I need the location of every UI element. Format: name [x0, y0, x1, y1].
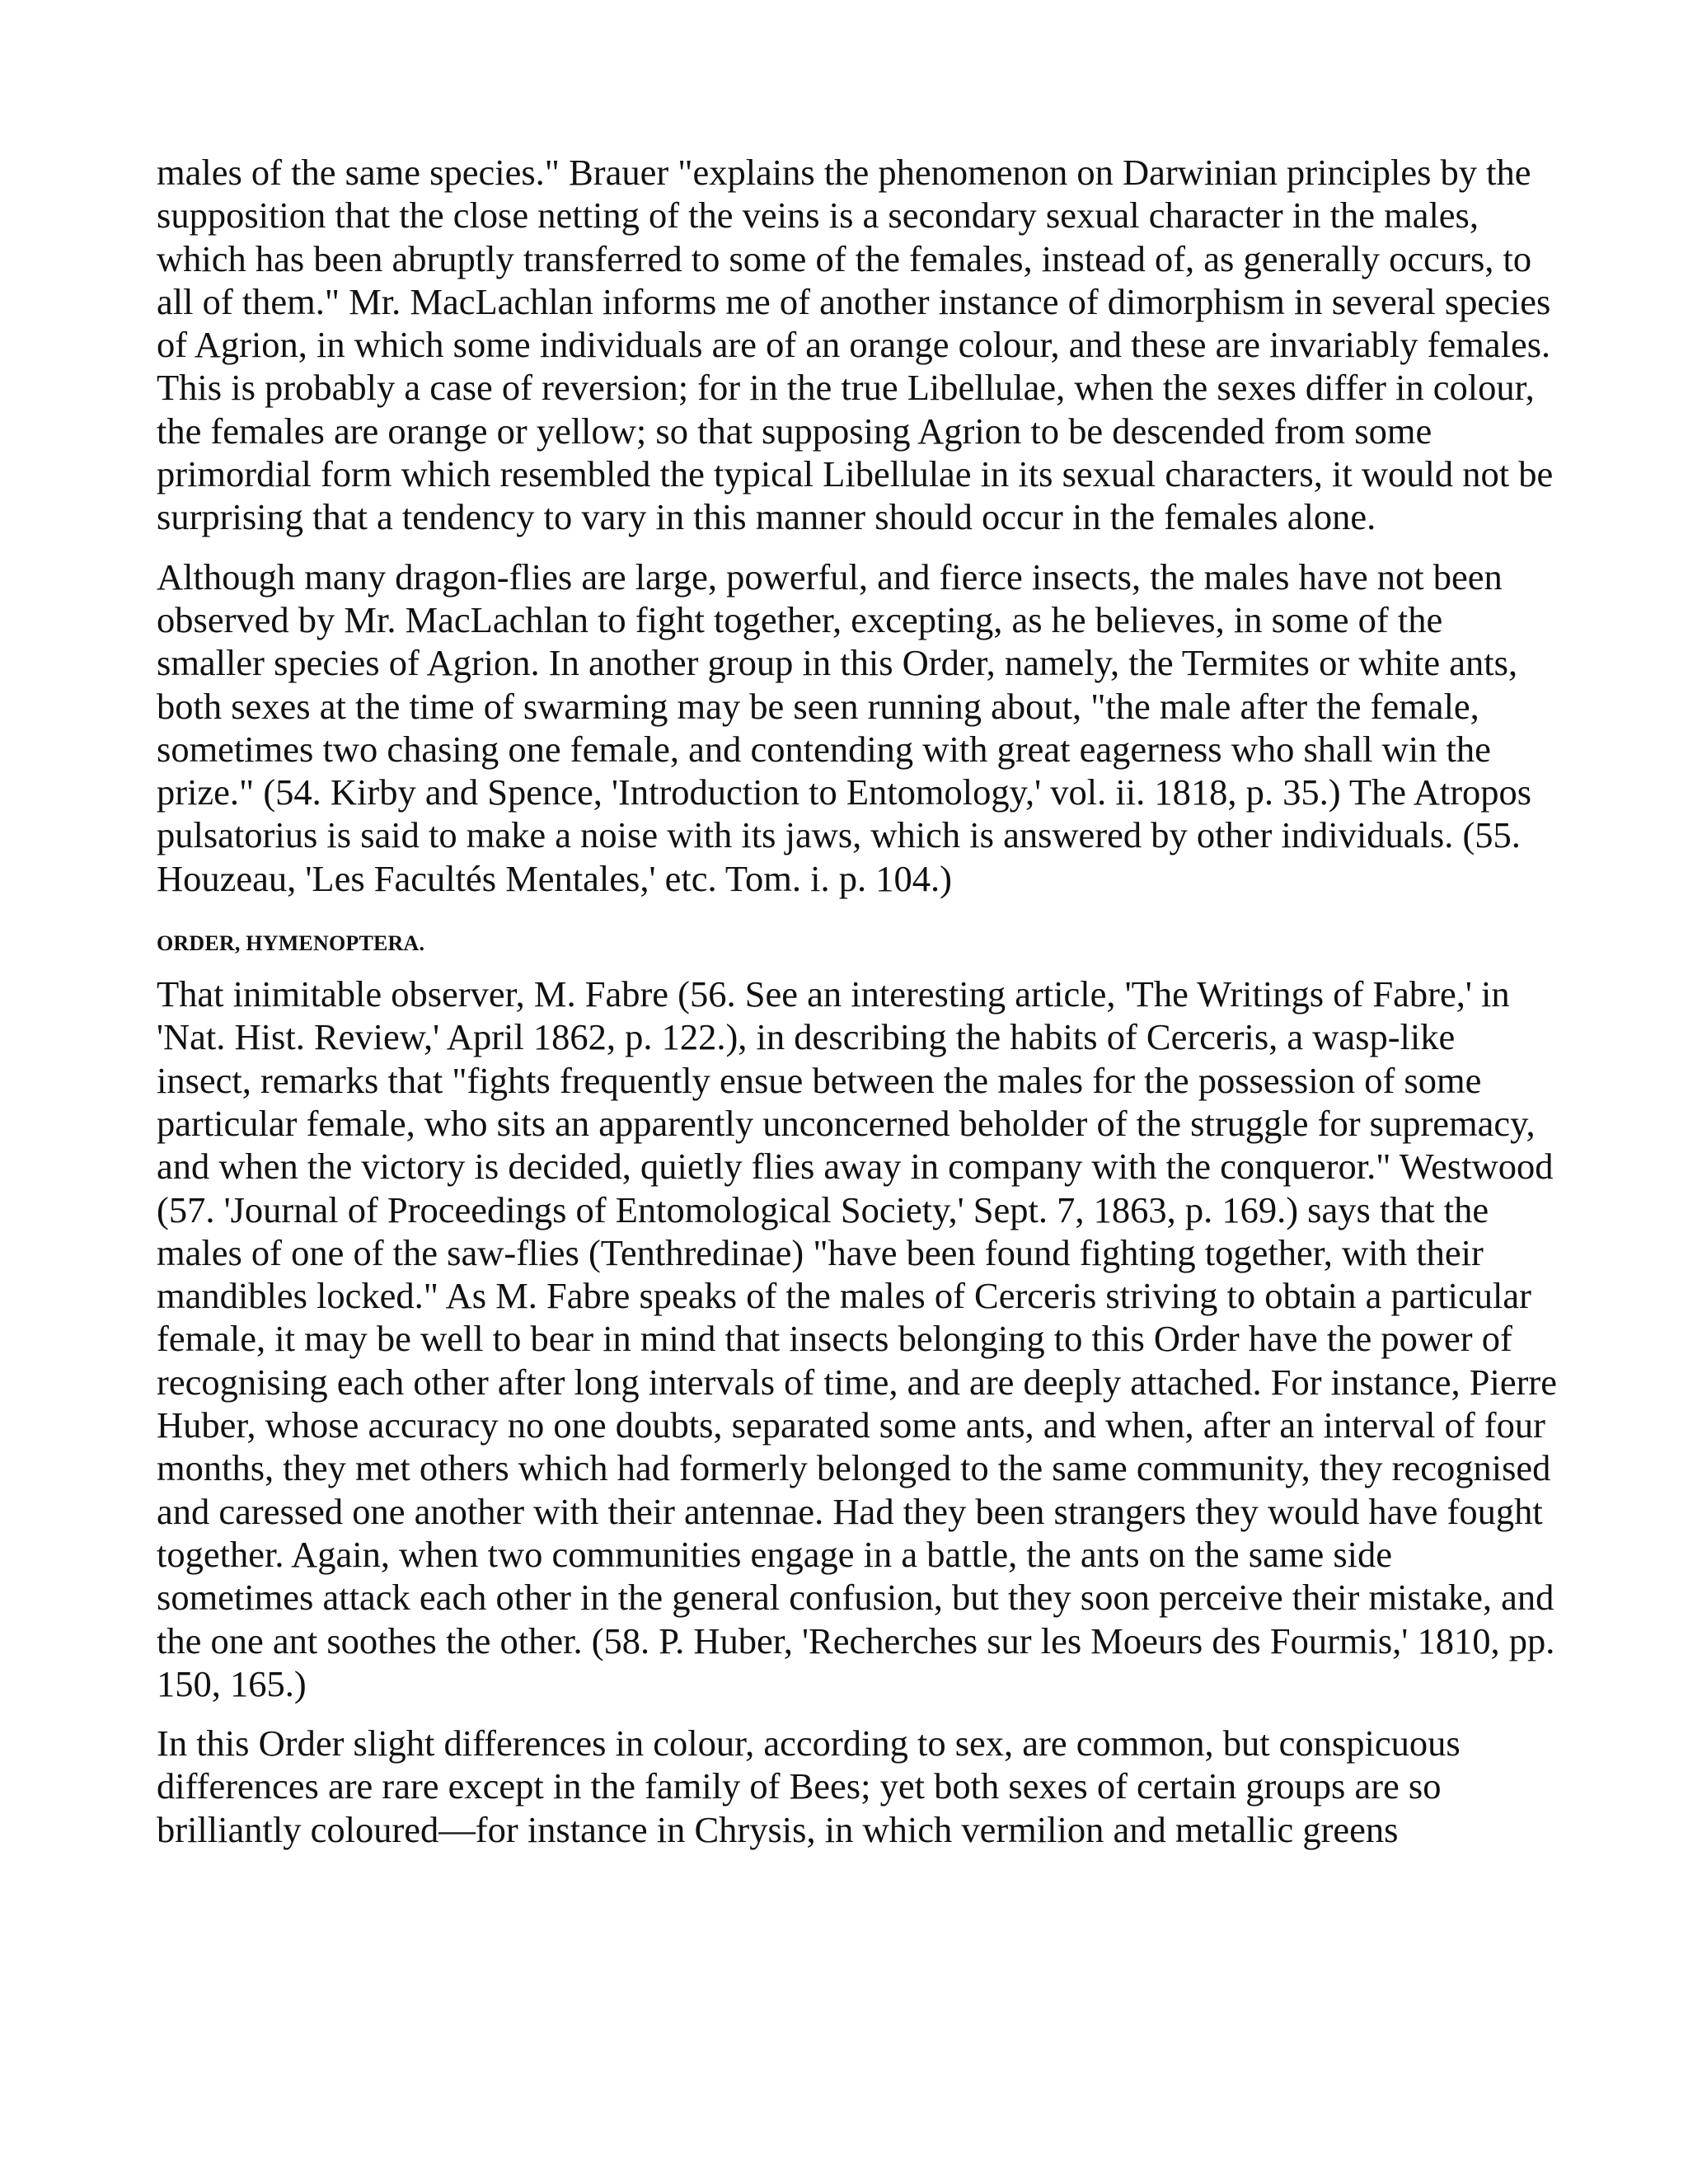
paragraph-dimorphism-agrion: males of the same species." Brauer "explains the phenomenon on Darwinian principles by the supposition that the close netting of the veins is a secondary sexual character in the males, which has been abruptly transferred to some of the females, instead of, as generally occurs, to all of them." Mr. MacLachlan informs me of another instance of dimorphism in several species of Agrion, in which some individuals are of an orange colour, and these are invariably females. This is probably a case of reversion; for in the true Libellulae, when the sexes differ in colour, the females are orange or yellow; so that supposing Agrion to be descended from some primordial form which resembled the typical Libellulae in its sexual characters, it would not be surprising that a tendency to vary in this manner should occur in the females alone. — [157, 152, 1554, 538]
paragraph-dragon-flies-termites: Although many dragon-flies are large, powerful, and fierce insects, the males have not been observed by Mr. MacLachlan to fight together, excepting, as he believes, in some of the smaller species of Agrion. In another group in this Order, namely, the Termites or white ants, both sexes at the time of swarming may be seen running about, "the male after the female, sometimes two chasing one female, and contending with great eagerness who shall win the prize." (54. Kirby and Spence, 'Introduction to Entomology,' vol. ii. 1818, p. 35.) The Atropos pulsatorius is said to make a noise with its jaws, which is answered by other individuals. (55. Houzeau, 'Les Facultés Mentales,' etc. Tom. i. p. 104.) — [157, 555, 1532, 899]
paragraph-fabre-cerceris: That inimitable observer, M. Fabre (56. See an interesting article, 'The Writings of Fabre,' in 'Nat. Hist. Review,' April 1862, p. 122.), in describing the habits of Cerceris, a wasp-like insect, remarks that "fights frequently ensue between the males for the possession of some particular female, who sits an apparently unconcerned beholder of the struggle for supremacy, and when the victory is decided, quietly flies away in company with the conqueror." Westwood (57. 'Journal of Proceedings of Entomological Society,' Sept. 7, 1863, p. 169.) says that the males of one of the saw-flies (Tenthredinae) "have been found fighting together, with their mandibles locked." As M. Fabre speaks of the males of Cerceris striving to obtain a particular female, it may be well to bear in mind that insects belonging to this Order have the power of recognising each other after long intervals of time, and are deeply attached. For instance, Pierre Huber, whose accuracy no one doubts, separated some ants, and when, after an interval of four months, they met others which had formerly belonged to the same community, they recognised and caressed one another with their antennae. Had they been strangers they would have fought together. Again, when two communities engage in a battle, the ants on the same side sometimes attack each other in the general confusion, but they soon perceive their mistake, and the one ant soothes the other. (58. P. Huber, 'Recherches sur les Moeurs des Fourmis,' 1810, pp. 150, 165.) — [157, 973, 1557, 1704]
paragraph-colour-differences: In this Order slight differences in colour, according to sex, are common, but conspicuous differences are rare except in the family of Bees; yet both sexes of certain groups are so brilliantly coloured—for instance in Chrysis, in which vermilion and metallic greens — [157, 1722, 1461, 1850]
section-heading-hymenoptera: ORDER, HYMENOPTERA. — [157, 931, 425, 956]
document-page — [157, 151, 1558, 1868]
